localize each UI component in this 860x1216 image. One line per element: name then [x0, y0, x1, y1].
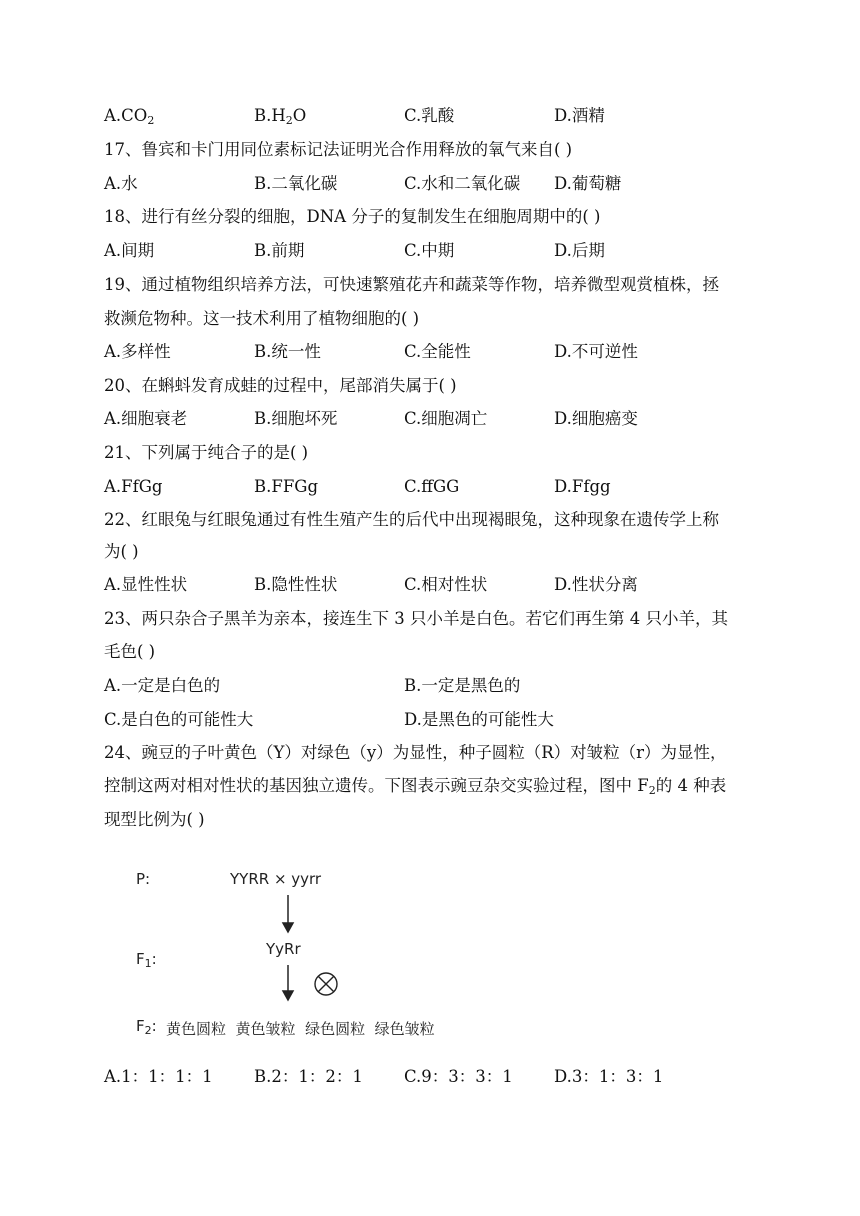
f2-label: $F_2$:	[136, 1017, 157, 1037]
q19-option-b[interactable]: B.统一性	[254, 342, 321, 361]
q17-option-d[interactable]: D.葡萄糖	[554, 174, 622, 193]
q17-option-c[interactable]: C.水和二氧化碳	[404, 174, 521, 193]
q23-stem-line1: 23、两只杂合子黑羊为亲本，接连生下 3 只小羊是白色。若它们再生第 4 只小羊，其	[104, 609, 728, 628]
q17-stem: 17、鲁宾和卡门用同位素标记法证明光合作用释放的氧气来自( )	[104, 140, 573, 159]
q16-option-b[interactable]: $B.H_2O$	[254, 106, 307, 127]
q24-option-d[interactable]: D.3：1：3：1	[554, 1067, 664, 1086]
q20-stem: 20、在蝌蚪发育成蛙的过程中，尾部消失属于( )	[104, 376, 457, 395]
q21-option-b[interactable]: B.FFGg	[254, 477, 319, 496]
q24-option-b[interactable]: B.2：1：2：1	[254, 1067, 363, 1086]
q22-option-a[interactable]: A.显性性状	[104, 575, 188, 594]
f1-label: $F_1$:	[136, 950, 157, 970]
q19-stem-line1: 19、通过植物组织培养方法，可快速繁殖花卉和蔬菜等作物，培养微型观赏植株，拯	[104, 275, 719, 294]
q23-option-b[interactable]: B.一定是黑色的	[404, 676, 521, 695]
q20-option-c[interactable]: C.细胞凋亡	[404, 409, 488, 428]
f1-genotype: YyRr	[266, 940, 301, 958]
q22-option-b[interactable]: B.隐性性状	[254, 575, 338, 594]
q18-option-d[interactable]: D.后期	[554, 241, 605, 260]
q23-option-d[interactable]: D.是黑色的可能性大	[404, 710, 554, 729]
q19-option-c[interactable]: C.全能性	[404, 342, 471, 361]
q21-option-c[interactable]: C.ffGG	[404, 477, 460, 496]
q21-option-d[interactable]: D.Ffgg	[554, 477, 611, 496]
q24-stem-line1: 24、豌豆的子叶黄色（Y）对绿色（y）为显性，种子圆粒（R）对皱粒（r）为显性，	[104, 743, 727, 762]
q18-stem: 18、进行有丝分裂的细胞，DNA 分子的复制发生在细胞周期中的( )	[104, 207, 601, 226]
cross-diagram	[130, 860, 470, 1045]
q19-option-d[interactable]: D.不可逆性	[554, 342, 638, 361]
q17-option-b[interactable]: B.二氧化碳	[254, 174, 338, 193]
q24-stem-line2: 控制这两对相对性状的基因独立遗传。下图表示豌豆杂交实验过程，图中 $F_2$的 4 种表	[104, 776, 727, 797]
q20-option-a[interactable]: A.细胞衰老	[104, 409, 188, 428]
p-cross: YYRR × yyrr	[230, 870, 322, 888]
q16-option-d[interactable]: D.酒精	[554, 106, 605, 125]
q22-stem-line2: 为( )	[104, 542, 139, 561]
q23-option-a[interactable]: A.一定是白色的	[104, 676, 221, 695]
q19-stem-line2: 救濒危物种。这一技术利用了植物细胞的( )	[104, 309, 420, 328]
q18-option-a[interactable]: A.间期	[104, 241, 155, 260]
q21-option-a[interactable]: A.FfGg	[104, 477, 163, 496]
q16-option-a[interactable]: $A.CO_2$	[104, 106, 155, 127]
arrow-down-icon	[283, 895, 293, 932]
p-label: P:	[136, 870, 151, 888]
q21-stem: 21、下列属于纯合子的是( )	[104, 443, 309, 462]
q17-option-a[interactable]: A.水	[104, 174, 138, 193]
q22-stem-line1: 22、红眼兔与红眼兔通过有性生殖产生的后代中出现褐眼兔，这种现象在遗传学上称	[104, 510, 719, 529]
q22-option-d[interactable]: D.性状分离	[554, 575, 638, 594]
q23-stem-line2: 毛色( )	[104, 642, 156, 661]
q18-option-c[interactable]: C.中期	[404, 241, 455, 260]
q20-option-b[interactable]: B.细胞坏死	[254, 409, 338, 428]
q24-stem-line3: 现型比例为( )	[104, 810, 205, 829]
q19-option-a[interactable]: A.多样性	[104, 342, 171, 361]
q20-option-d[interactable]: D.细胞癌变	[554, 409, 638, 428]
self-cross-icon	[315, 973, 337, 995]
q22-option-c[interactable]: C.相对性状	[404, 575, 488, 594]
q16-option-c[interactable]: C.乳酸	[404, 106, 455, 125]
arrow-down-icon	[283, 965, 293, 1000]
q24-option-a[interactable]: A.1：1：1：1	[104, 1067, 213, 1086]
q24-option-c[interactable]: C.9：3：3：1	[404, 1067, 513, 1086]
f2-phenotypes: 黄色圆粒 黄色皱粒 绿色圆粒 绿色皱粒	[166, 1020, 435, 1038]
q23-option-c[interactable]: C.是白色的可能性大	[104, 710, 254, 729]
q18-option-b[interactable]: B.前期	[254, 241, 305, 260]
